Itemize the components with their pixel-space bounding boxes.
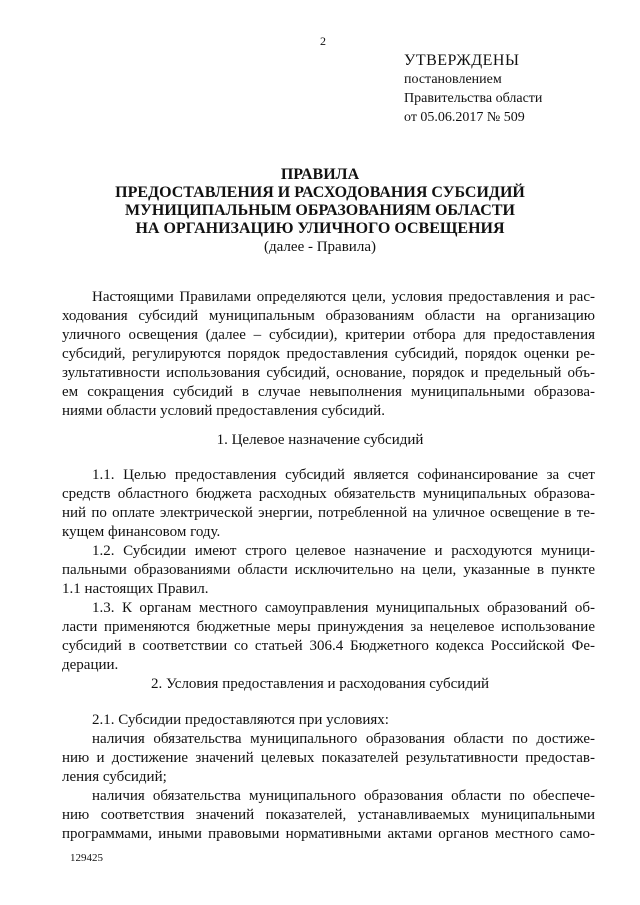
document-code: 129425: [70, 852, 103, 864]
text-line: нию и достижение значений целевых показателей результативности предостав-: [62, 750, 595, 766]
approval-line: постановлением: [404, 72, 502, 87]
text-line: зультативности использования субсидий, основание, порядок и предельный объ-: [62, 365, 595, 381]
intro-paragraph: [62, 288, 595, 421]
text-line: субсидий в соответствии со статьей 306.4 Бюджетного кодекса Российской Фе-: [62, 638, 595, 654]
section-2-heading: 2. Условия предоставления и расходования субсидий: [150, 676, 490, 692]
title-line: ПРАВИЛА: [280, 166, 360, 183]
approval-line: от 05.06.2017 № 509: [404, 110, 525, 125]
text-line: дерации.: [62, 657, 119, 673]
text-line: 1.3. К органам местного самоуправления муниципальных образований об-: [92, 600, 595, 616]
approval-heading: УТВЕРЖДЕНЫ: [404, 52, 520, 69]
page-number: 2: [320, 34, 326, 48]
text-line: уличного освещения (далее – субсидии), критерии отбора для предоставления: [62, 327, 595, 343]
text-line: наличия обязательства муниципального образования области по достиже-: [92, 731, 595, 747]
text-line: наличия обязательства муниципального образования области по обеспече-: [92, 788, 595, 804]
section-1-body: [62, 466, 595, 675]
text-line: кущем финансовом году.: [62, 524, 221, 540]
text-line: нию соответствия значений показателей, устанавливаемых муниципальными: [62, 807, 595, 823]
text-line: пальными образованиями области исключительно на цели, указанные в пункте: [62, 562, 595, 578]
title-line: МУНИЦИПАЛЬНЫМ ОБРАЗОВАНИЯМ ОБЛАСТИ: [125, 202, 515, 219]
text-line: ем сокращения субсидий в случае невыполнения муниципальными образова-: [62, 384, 595, 400]
title-line: ПРЕДОСТАВЛЕНИЯ И РАСХОДОВАНИЯ СУБСИДИЙ: [115, 184, 525, 201]
text-line: ниями области условий предоставления субсидий.: [62, 403, 385, 419]
text-line: 1.1 настоящих Правил.: [62, 581, 209, 597]
text-line: субсидий, регулируются порядок предоставления субсидий, порядок оценки ре-: [62, 346, 595, 362]
text-line: 1.1. Целью предоставления субсидий является софинансирование за счет: [92, 467, 595, 483]
approval-line: Правительства области: [404, 91, 543, 106]
text-line: ходования субсидий муниципальным образованиям области на организацию: [62, 308, 595, 324]
text-line: ласти применяются бюджетные меры принуждения за нецелевое использование: [62, 619, 595, 635]
text-line: программами, иными правовыми нормативными актами органов местного само-: [62, 826, 595, 842]
text-line: ний по оплате электрической энергии, потребленной на уличное освещение в те-: [62, 505, 595, 521]
text-line: средств областного бюджета расходных обязательств муниципальных образова-: [62, 486, 595, 502]
title-line: НА ОРГАНИЗАЦИЮ УЛИЧНОГО ОСВЕЩЕНИЯ: [135, 220, 505, 237]
section-2-body: [62, 711, 595, 844]
section-1-heading: 1. Целевое назначение субсидий: [216, 432, 424, 448]
title-subtitle: (далее - Правила): [264, 239, 376, 255]
text-line: 2.1. Субсидии предоставляются при условиях:: [92, 712, 389, 728]
text-line: 1.2. Субсидии имеют строго целевое назначение и расходуются муници-: [92, 543, 595, 559]
text-line: Настоящими Правилами определяются цели, условия предоставления и рас-: [92, 289, 595, 305]
approval-stamp: [404, 51, 542, 127]
document-title: [60, 166, 580, 256]
text-line: ления субсидий;: [62, 769, 167, 785]
